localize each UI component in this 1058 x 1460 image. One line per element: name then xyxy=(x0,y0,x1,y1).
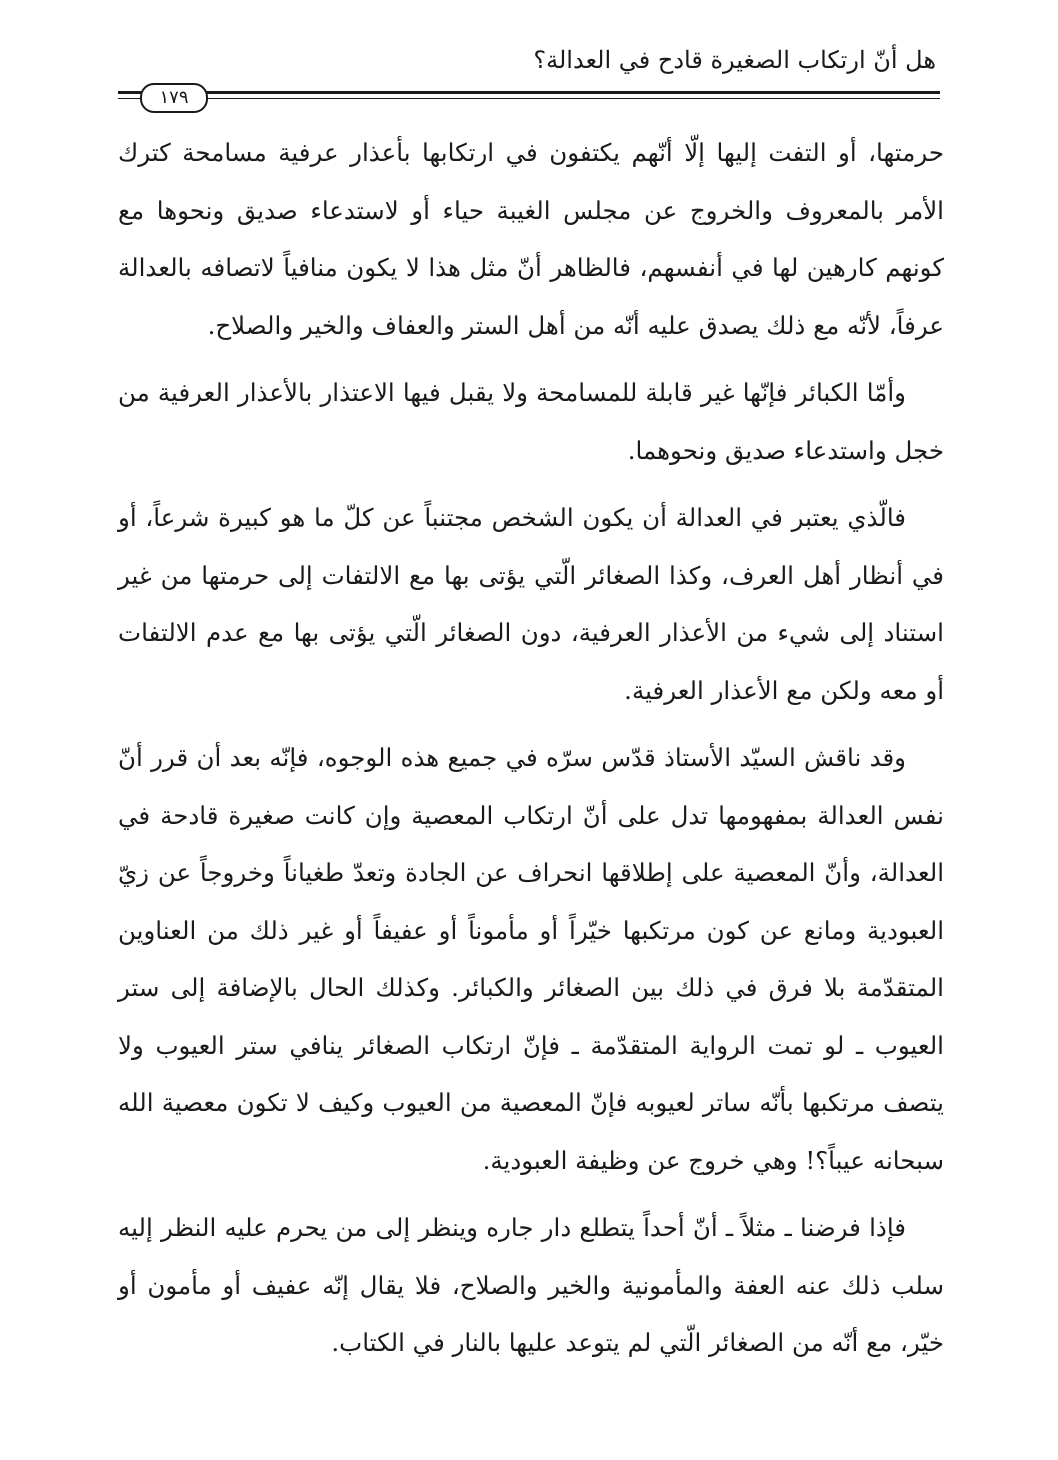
page-number: ١٧٩ xyxy=(140,83,208,113)
running-title: هل أنّ ارتكاب الصغيرة قادح في العدالة؟ xyxy=(533,46,936,74)
header-rule-thick xyxy=(118,91,940,94)
header-rule-thin xyxy=(118,98,940,99)
paragraph-2: وأمّا الكبائر فإنّها غير قابلة للمسامحة ولا يقبل فيها الاعتذار بالأعذار العرفية من خجل واستدعاء صديق ونحوهما. xyxy=(118,378,944,465)
body-text xyxy=(118,124,944,1382)
paragraph-1: حرمتها، أو التفت إليها إلّا أنّهم يكتفون في ارتكابها بأعذار عرفية مسامحة كترك الأمر بالمعروف والخروج عن مجلس الغيبة حياء أو لاستدعاء صديق ونحوها مع كونهم كارهين لها في أنفسهم، فالظاهر أنّ مثل هذا لا يكون منافياً لاتصافه بالعدالة عرفاً، لأنّه مع ذلك يصدق عليه أنّه من أهل الستر والعفاف والخير والصلاح. xyxy=(118,138,944,340)
paragraph-5: فإذا فرضنا ـ مثلاً ـ أنّ أحداً يتطلع دار جاره وينظر إلى من يحرم عليه النظر إليه سلب ذلك عنه العفة والمأمونية والخير والصلاح، فلا يقال إنّه عفيف أو مأمون أو خيّر، مع أنّه من الصغائر الّتي لم يتوعد عليها بالنار في الكتاب. xyxy=(118,1213,944,1357)
paragraph-3: فالّذي يعتبر في العدالة أن يكون الشخص مجتنباً عن كلّ ما هو كبيرة شرعاً، أو في أنظار أهل العرف، وكذا الصغائر الّتي يؤتى بها مع الالتفات إلى حرمتها من غير استناد إلى شيء من الأعذار العرفية، دون الصغائر الّتي يؤتى بها مع عدم الالتفات أو معه ولكن مع الأعذار العرفية. xyxy=(118,503,944,705)
paragraph-4: وقد ناقش السيّد الأستاذ قدّس سرّه في جميع هذه الوجوه، فإنّه بعد أن قرر أنّ نفس العدالة بمفهومها تدل على أنّ ارتكاب المعصية وإن كانت صغيرة قادحة في العدالة، وأنّ المعصية على إطلاقها انحراف عن الجادة وتعدّ طغياناً وخروجاً عن زيّ العبودية ومانع عن كون مرتكبها خيّراً أو مأموناً أو عفيفاً أو غير ذلك من العناوين المتقدّمة بلا فرق في ذلك بين الصغائر والكبائر. وكذلك الحال بالإضافة إلى ستر العيوب ـ لو تمت الرواية المتقدّمة ـ فإنّ ارتكاب الصغائر ينافي ستر العيوب ولا يتصف مرتكبها بأنّه ساتر لعيوبه فإنّ المعصية من العيوب وكيف لا تكون معصية الله سبحانه عيباً؟! وهي خروج عن وظيفة العبودية. xyxy=(118,743,944,1175)
